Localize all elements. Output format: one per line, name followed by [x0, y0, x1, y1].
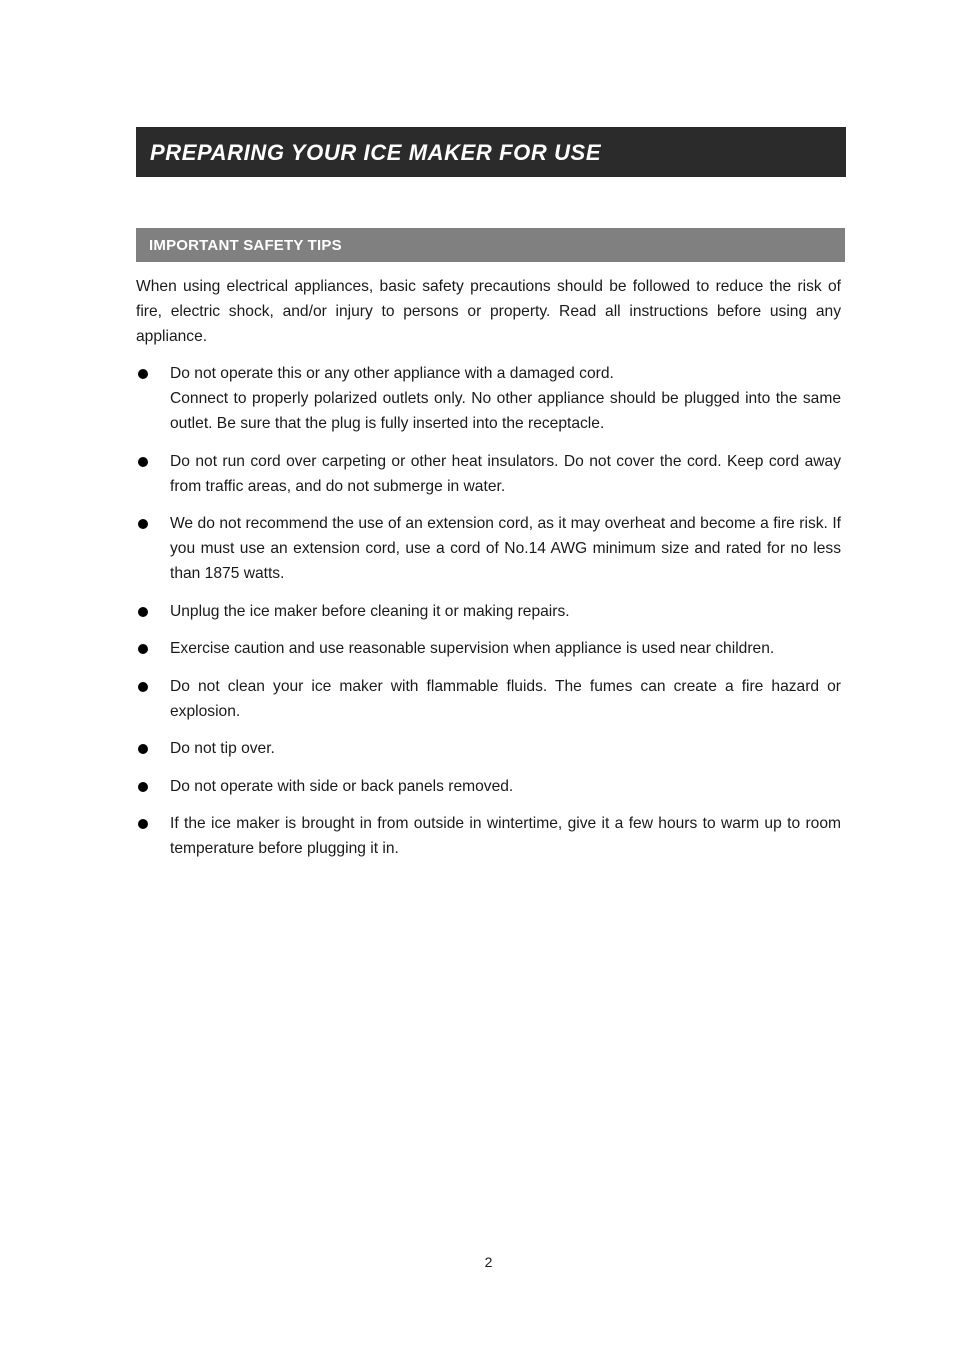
- list-item-text: Do not tip over.: [170, 740, 275, 757]
- list-item-text: Unplug the ice maker before cleaning it or making repairs.: [170, 602, 570, 620]
- bullet-icon: [138, 519, 148, 529]
- list-item-text: We do not recommend the use of an extension cord, as it may overheat and become a fire risk. If you must use an extension cord, use a cord of No.14 AWG minimum size and rated for no less than 1875 watts.: [170, 515, 841, 582]
- bullet-icon: [138, 457, 148, 467]
- title-banner: [136, 127, 846, 177]
- list-item-text: Do not clean your ice maker with flammable fluids. The fumes can create a fire hazard or explosion.: [170, 677, 841, 720]
- bullet-icon: [138, 782, 148, 792]
- intro-paragraph: When using electrical appliances, basic safety precautions should be followed to reduce the risk of fire, electric shock, and/or injury to persons or property. Read all instructions before using any appliance.: [136, 278, 841, 345]
- bullet-icon: [138, 819, 148, 829]
- list-item: [136, 599, 841, 624]
- list-item: [136, 511, 841, 586]
- list-item: [136, 736, 841, 761]
- list-item-text: Do not operate this or any other appliance with a damaged cord.: [170, 365, 614, 382]
- bullet-icon: [138, 744, 148, 754]
- list-item: [136, 636, 841, 661]
- page-number: 2: [484, 1254, 493, 1270]
- bullet-icon: [138, 644, 148, 654]
- list-item: [136, 811, 841, 861]
- list-item: [136, 774, 841, 799]
- page-title: PREPARING YOUR ICE MAKER FOR USE: [150, 140, 602, 165]
- bullet-icon: [138, 607, 148, 617]
- list-item: [136, 449, 841, 499]
- list-item-text: Exercise caution and use reasonable supervision when appliance is used near children.: [170, 640, 775, 657]
- list-item-text: If the ice maker is brought in from outside in wintertime, give it a few hours to warm up to room temperature before plugging it in.: [170, 815, 841, 857]
- list-item-text: Connect to properly polarized outlets only. No other appliance should be plugged into the same outlet. Be sure that the plug is fully inserted into the receptacle.: [170, 390, 841, 432]
- list-item: [136, 674, 841, 724]
- safety-tips-list: [136, 361, 841, 861]
- section-heading: IMPORTANT SAFETY TIPS: [149, 237, 342, 254]
- bullet-icon: [138, 369, 148, 379]
- section-heading-bar: [136, 228, 845, 262]
- bullet-icon: [138, 682, 148, 692]
- list-item-text: Do not operate with side or back panels removed.: [170, 777, 514, 795]
- content-body: [136, 274, 841, 874]
- list-item: [136, 361, 841, 436]
- list-item-text: Do not run cord over carpeting or other heat insulators. Do not cover the cord. Keep cord away from traffic areas, and do not submerge in water.: [170, 452, 841, 495]
